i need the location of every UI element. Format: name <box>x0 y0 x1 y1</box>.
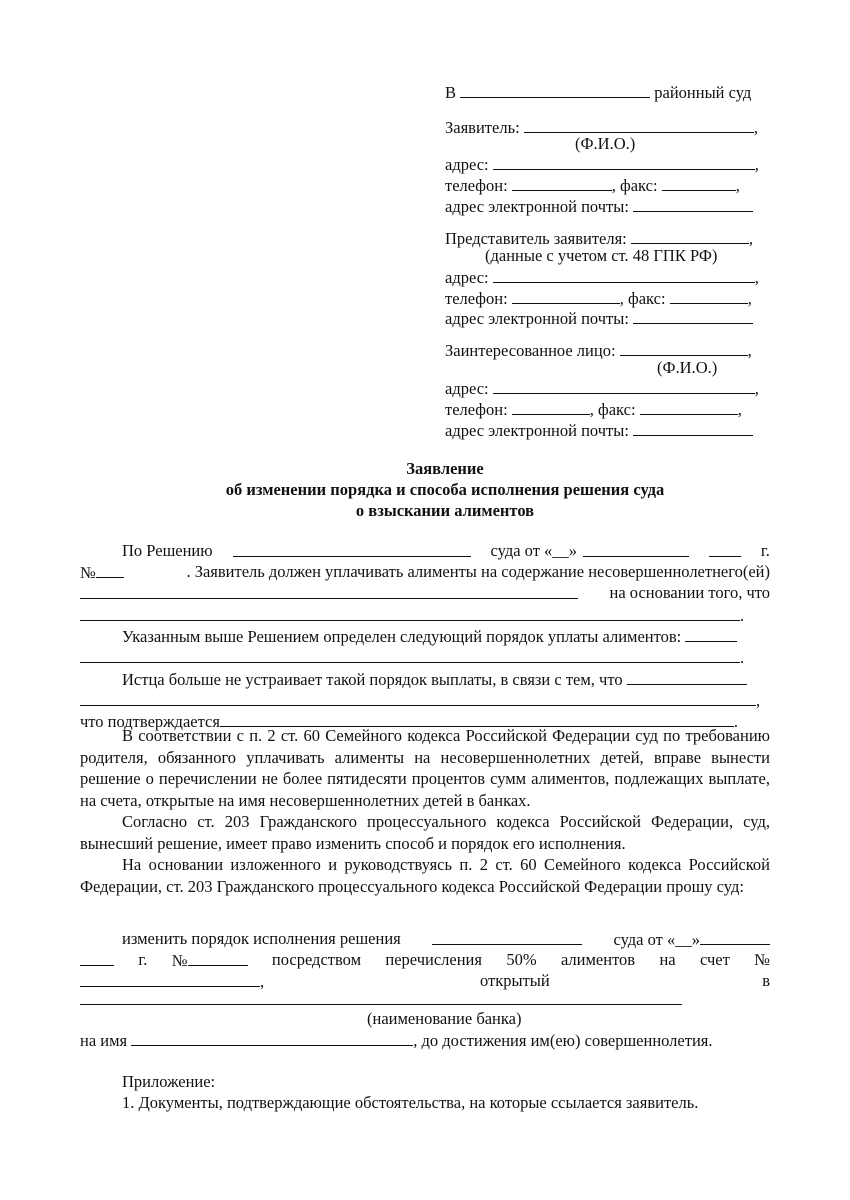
applicant-line: Заявитель: , <box>445 118 758 137</box>
representative-line: Представитель заявителя: , <box>445 229 754 248</box>
applicant-address-line: адрес: , <box>445 155 759 174</box>
interested-phone-blank[interactable] <box>512 399 590 415</box>
beneficiary-name-blank[interactable] <box>131 1030 413 1046</box>
representative-caption: (данные с учетом ст. 48 ГПК РФ) <box>485 246 718 265</box>
request-intro-paragraph: На основании изложенного и руководствуясь п. 2 ст. 60 Семейного кодекса Российской Федерации, ст. 203 Гражданского процессуального кодекса Российской Федерации прошу суд: <box>80 855 770 896</box>
document-title: Заявление об изменении порядка и способа исполнения решения суда о взыскании алиментов <box>225 459 665 520</box>
interested-caption: (Ф.И.О.) <box>657 358 718 377</box>
decision-number-line: № . Заявитель должен уплачивать алименты на содержание несовершеннолетнего(ей) <box>80 562 770 582</box>
applicant-phone-blank[interactable] <box>512 175 612 191</box>
representative-phone-line: телефон: , факс: , <box>445 289 752 308</box>
bank-caption: (наименование банка) <box>367 1009 522 1028</box>
account-number-blank[interactable] <box>80 971 260 987</box>
beneficiary-line: на имя , до достижения им(ею) совершеннолетия. <box>80 1031 713 1050</box>
payment-order-cont-blank[interactable] <box>80 647 740 663</box>
representative-email-line: адрес электронной почты: <box>445 308 753 328</box>
interested-phone-line: телефон: , факс: , <box>445 400 742 419</box>
representative-address-blank[interactable] <box>493 267 755 283</box>
representative-email-blank[interactable] <box>633 308 753 324</box>
interested-email-blank[interactable] <box>633 420 753 436</box>
reason-blank[interactable] <box>80 605 740 621</box>
court-blank[interactable] <box>233 541 471 557</box>
applicant-name-blank[interactable] <box>524 117 754 133</box>
request-number-blank[interactable] <box>188 950 248 966</box>
payment-order-blank[interactable] <box>685 626 737 642</box>
attachment-item-1: 1. Документы, подтверждающие обстоятельства, на которые ссылается заявитель. <box>122 1093 699 1112</box>
interested-fax-blank[interactable] <box>640 399 738 415</box>
payment-order-line: Указанным выше Решением определен следующий порядок уплаты алиментов: <box>80 626 812 646</box>
decision-number-blank[interactable] <box>96 562 124 578</box>
minor-name-blank[interactable] <box>80 583 578 599</box>
representative-address-line: адрес: , <box>445 268 759 287</box>
dissatisfaction-line: Истца больше не устраивает такой порядок выплаты, в связи с тем, что <box>80 669 812 689</box>
court-line: В районный суд <box>445 83 752 102</box>
evidence-line: что подтверждается . <box>80 712 739 731</box>
interested-line: Заинтересованное лицо: , <box>445 341 752 360</box>
dissatisfaction-cont-blank[interactable] <box>80 690 756 706</box>
payment-order-cont-line: . <box>80 647 770 667</box>
representative-fax-blank[interactable] <box>670 288 748 304</box>
applicant-fax-blank[interactable] <box>662 175 736 191</box>
dissatisfaction-blank[interactable] <box>627 669 747 685</box>
interested-email-line: адрес электронной почты: <box>445 420 753 440</box>
representative-blank[interactable] <box>631 228 749 244</box>
request-line-2: г. № посредством перечисления 50% алиментов на счет № <box>80 950 770 970</box>
request-line-1: изменить порядок исполнения решения суда от «__» <box>80 929 770 949</box>
interested-name-blank[interactable] <box>620 340 748 356</box>
request-date-blank[interactable] <box>700 929 770 945</box>
legal-basis-paragraph: В соответствии с п. 2 ст. 60 Семейного кодекса Российской Федерации суд по требованию родителя, обязанного уплачивать алименты на несовершеннолетних детей, вправе вынести решение о перечислении не более пятидесяти процентов сумм алиментов, подлежащих выплате, на счета, открытые на имя несовершеннолетних детей в банках. <box>80 726 770 810</box>
request-court-blank[interactable] <box>432 929 582 945</box>
applicant-phone-line: телефон: , факс: , <box>445 176 740 195</box>
interested-address-line: адрес: , <box>445 379 759 398</box>
dissatisfaction-cont-line: , <box>80 690 770 710</box>
minor-line: на основании того, что <box>80 583 770 603</box>
procedure-paragraph: Согласно ст. 203 Гражданского процессуального кодекса Российской Федерации, суд, вынесший решение, имеет право изменить способ и порядок его исполнения. <box>80 812 770 853</box>
decision-date-blank[interactable] <box>583 541 689 557</box>
court-name-blank[interactable] <box>460 82 650 98</box>
request-year-blank[interactable] <box>80 950 114 966</box>
attachments-title: Приложение: <box>122 1072 216 1091</box>
applicant-caption: (Ф.И.О.) <box>575 134 636 153</box>
applicant-email-line: адрес электронной почты: <box>445 196 753 216</box>
decision-year-blank[interactable] <box>709 541 741 557</box>
applicant-email-blank[interactable] <box>633 196 753 212</box>
bank-name-blank[interactable] <box>80 1004 682 1005</box>
representative-phone-blank[interactable] <box>512 288 620 304</box>
reason-line: . <box>80 605 770 625</box>
decision-line: По Решению суда от «__» г. <box>122 541 770 560</box>
request-line-3: , открытый в <box>80 971 770 991</box>
applicant-address-blank[interactable] <box>493 154 755 170</box>
interested-address-blank[interactable] <box>493 378 755 394</box>
